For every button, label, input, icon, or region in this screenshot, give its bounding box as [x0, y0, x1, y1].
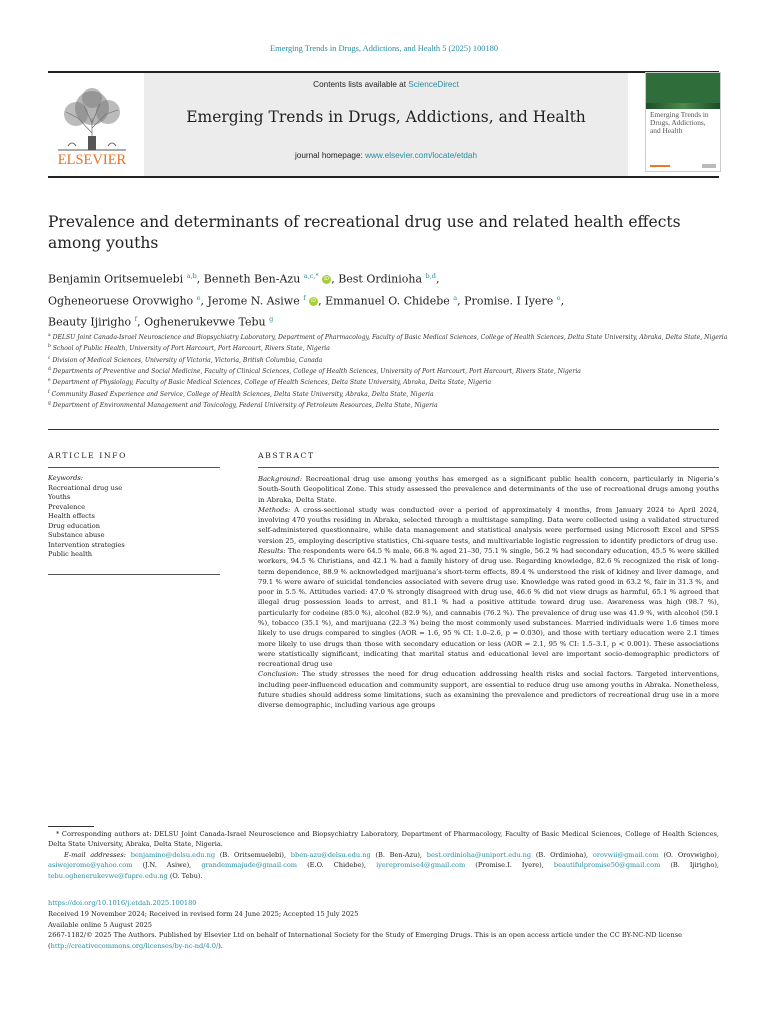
article-info-bottom-rule	[48, 574, 220, 575]
email-link[interactable]: beautifulpromise50@gmail.com	[553, 861, 661, 870]
abstract-section	[258, 474, 719, 505]
abstract-section-text: A cross-sectional study was conducted over a period of approximately 4 months, from January 2024 to April 2024, involving 470 youths residing in Abraka, selected through a multistage sampling. Data were collected using a validated structured self-administered questionnaire, while data management and statistical analysis were performed using Microsoft Excel and SPSS version 25, employing descriptive statistics, Chi-square tests, and multivariable logistic regression to identify predictors of drug use.	[258, 505, 719, 545]
affiliation-item	[48, 388, 728, 399]
article-info-rule	[48, 467, 220, 468]
license-link[interactable]: http://creativecommons.org/licenses/by-nc-nd/4.0/	[50, 942, 219, 951]
cover-title: Emerging Trends in Drugs, Addictions, and Health	[650, 110, 709, 136]
homepage-label: journal homepage:	[294, 151, 363, 160]
sciencedirect-link[interactable]: ScienceDirect	[408, 80, 459, 89]
email-owner: (B. Oritsemuelebi),	[215, 850, 291, 859]
affiliation-text: Division of Medical Sciences, University of Victoria, Victoria, British Columbia, Canada	[52, 356, 323, 364]
email-owner: (J.N. Asiwe),	[132, 861, 202, 870]
affiliation-item	[48, 354, 728, 365]
abstract-section-text: The respondents were 64.5 % male, 66.8 % aged 21–30, 75.1 % single, 56.2 % had secondary education, 45.5 % were skilled workers, 94.5 % Christians, and 42.1 % had a family history of drug use. Regarding knowledge, 82.6 % recognized the risk of long-term dependence, 88.9 % acknowledged marijuana’s short-term effects, 89.4 % understood the risk of kidney and liver damage, and 79.1 % were aware of suicidal tendencies associated with severe drug use. Knowledge was rated good in 63.2 %, fair in 31.3 %, and poor in 5.5 %. Attitudes varied: 47.0 % strongly disagreed with drug use, 46.6 % did not view drugs as harmful, 65.1 % agreed that illegal drug possession leads to arrest, and 81.1 % had a positive attitude toward drug use. Awareness was high (98.7 %), particularly for codeine (85.0 %), alcohol (82.9 %), and cannabis (76.2 %). The prevalence of drug use was 41.9 %, with alcohol (59.1 %), tobacco (35.1 %), and marijuana (22.3 %) being the most commonly used substances. Married individuals were 1.6 times more likely to use drugs compared to singles (AOR = 1.6, 95 % CI: 1.0–2.6, p = 0.030), and those with tertiary education were 2.1 times more likely to use drugs than those with secondary education or less (AOR = 2.1, 95 % CI: 1.5–3.1, p < 0.001). These associations were statistically significant, indicating that marital status and educational level are important socio-demographic predictors of recreational drug use	[258, 546, 719, 669]
abstract-section-label: Methods:	[258, 505, 291, 514]
keyword-item: Recreational drug use	[48, 483, 123, 492]
abstract-body	[258, 474, 719, 710]
author-separator: ,	[435, 272, 440, 286]
author-affiliation-marker[interactable]: e	[196, 293, 201, 302]
abstract-section	[258, 505, 719, 546]
email-addresses	[48, 850, 719, 881]
author-separator: ,	[331, 272, 339, 286]
author-affiliation-marker[interactable]: a	[453, 293, 458, 302]
cover-image-strip	[646, 103, 720, 109]
author-separator: ,	[196, 272, 204, 286]
running-header: Emerging Trends in Drugs, Addictions, and Health 5 (2025) 100180	[269, 44, 499, 53]
keyword-item: Health effects	[48, 512, 95, 520]
publisher-name: ELSEVIER	[57, 152, 127, 168]
author-affiliation-marker[interactable]: f	[303, 293, 306, 302]
orcid-icon[interactable]: iD	[309, 297, 318, 306]
author-affiliation-marker[interactable]: a,b	[186, 272, 197, 280]
author-separator: ,	[318, 294, 326, 308]
author-name[interactable]: Oghenerukevwe Tebu	[144, 315, 266, 329]
email-owner: (O. Orovwigho),	[658, 850, 719, 859]
affiliation-text: DELSU Joint Canada-Israel Neuroscience and Biopsychiatry Laboratory, Department of Pharmacology, Faculty of Basic Medical Sciences, College of Health Sciences, Delta State University, Abraka, Delta State, Nigeria	[52, 334, 728, 342]
abstract-heading: ABSTRACT	[258, 451, 315, 460]
available-online: Available online 5 August 2025	[48, 920, 152, 929]
author-name[interactable]: Promise. I Iyere	[464, 294, 554, 308]
contents-prefix: Contents lists available at	[313, 80, 407, 89]
license-statement	[48, 930, 719, 952]
email-owner: (O. Tebu).	[167, 871, 203, 880]
affiliation-list	[48, 331, 728, 410]
journal-title: Emerging Trends in Drugs, Addictions, and Health	[186, 108, 586, 126]
author-affiliation-marker[interactable]: g	[269, 315, 274, 324]
header-bottom-rule	[48, 176, 719, 178]
affiliation-item	[48, 331, 728, 342]
email-link[interactable]: asiwejerome@yahoo.com	[48, 861, 133, 870]
affiliation-text: Department of Environmental Management and Toxicology, Federal University of Petroleum Resources, Delta State, Nigeria	[52, 402, 438, 409]
affiliation-text: Community Based Experience and Service, College of Health Sciences, Delta State University, Abraka, Delta State, Nigeria	[51, 390, 434, 398]
author-affiliation-marker[interactable]: e	[556, 293, 561, 302]
cover-band	[646, 73, 720, 103]
author-name[interactable]: Benjamin Oritsemuelebi	[48, 272, 184, 286]
keyword-item: Drug education	[48, 521, 100, 530]
journal-cover	[645, 72, 721, 172]
email-link[interactable]: orovwii@gmail.com	[592, 850, 659, 859]
author-separator: ,	[200, 294, 208, 308]
homepage-link[interactable]: www.elsevier.com/locate/etdah	[365, 151, 478, 160]
publication-info	[48, 898, 719, 952]
email-link[interactable]: bben-azu@delsu.edu.ng	[290, 850, 371, 859]
license-text: 2667-1182/© 2025 The Authors. Published by Elsevier Ltd on behalf of International Society for the Study of Emerging Drugs. This is an open access article under the CC BY-NC-ND license (	[48, 931, 682, 951]
email-link[interactable]: tebu.oghenerukevwe@fupre.edu.ng	[48, 871, 168, 880]
keyword-item: Prevalence	[48, 502, 85, 511]
doi-link[interactable]: https://doi.org/10.1016/j.etdah.2025.100180	[48, 899, 197, 907]
affiliation-item	[48, 376, 728, 387]
email-owner: (Promise.I. Iyere),	[465, 861, 554, 870]
keywords-block	[48, 474, 220, 560]
cover-publisher-mark	[702, 164, 716, 168]
article-info-heading: ARTICLE INFO	[48, 451, 128, 460]
abstract-rule	[258, 467, 719, 468]
author-name[interactable]: Emmanuel O. Chidebe	[325, 294, 450, 308]
keywords-list	[48, 484, 220, 560]
affiliation-marker: g	[48, 400, 51, 406]
journal-homepage	[144, 151, 628, 160]
keyword-item: Public health	[48, 550, 92, 558]
footnote-rule	[48, 826, 94, 827]
affiliation-marker: a	[48, 333, 51, 338]
affiliation-marker: f	[48, 389, 50, 395]
email-label: E-mail addresses:	[64, 850, 126, 859]
footnotes	[48, 829, 719, 881]
affiliation-marker: d	[48, 366, 51, 372]
author-separator: ,	[137, 315, 145, 329]
abstract-section-label: Conclusion:	[258, 670, 299, 679]
author-list	[48, 267, 728, 332]
email-link[interactable]: benjamino@delsu.edu.ng	[130, 850, 216, 859]
abstract-section-label: Results:	[258, 546, 286, 555]
affiliation-marker: c	[48, 355, 51, 361]
email-owner: (E.O. Chidebe),	[297, 861, 377, 870]
elsevier-logo	[48, 78, 136, 168]
email-link[interactable]: best.ordinioha@uniport.edu.ng	[426, 850, 532, 859]
section-divider	[48, 429, 719, 430]
author-name[interactable]: Best Ordinioha	[338, 272, 423, 286]
contents-line	[144, 80, 628, 89]
author-affiliation-marker[interactable]: f	[134, 315, 138, 324]
email-link[interactable]: iyerepromise4@gmail.com	[376, 861, 466, 870]
license-end: ).	[218, 942, 223, 951]
affiliation-text: School of Public Health, University of Port Harcourt, Port Harcourt, Rivers State, Nigeria	[52, 345, 330, 353]
affiliation-marker: e	[48, 378, 51, 384]
corresponding-author-note: * Corresponding authors at: DELSU Joint Canada-Israel Neuroscience and Biopsychiatry Laboratory, Department of Pharmacology, Faculty of Basic Medical Sciences, College of Health Sciences, Delta State University, Abraka, Delta State, Nigeria.	[48, 830, 719, 849]
author-affiliation-marker[interactable]: b,d	[425, 272, 436, 280]
keyword-item: Intervention strategies	[48, 540, 125, 549]
author-name[interactable]: Jerome N. Asiwe	[207, 294, 300, 308]
email-owner: (B. Ben-Azu),	[370, 850, 427, 859]
abstract-section-text: The study stresses the need for drug education addressing health risks and social factors. Targeted interventions, including peer-influenced education and community support, are essential to reduce drug use among youths in Abraka. Nonetheless, future studies should address some limitations, such as examining the prevalence and predictors of recreational drug use in a more diverse demographic, including various age groups	[258, 670, 719, 710]
abstract-section-text: Recreational drug use among youths has emerged as a significant public health concern, particularly in Nigeria’s South-South Geopolitical Zone. This study assessed the prevalence and determinants of the use of recreational drugs among youths in Abraka, Delta State.	[258, 475, 719, 504]
affiliation-item	[48, 365, 728, 376]
email-owner: (B. Ordinioha),	[531, 850, 593, 859]
affiliation-item	[48, 342, 728, 353]
cover-accent	[650, 165, 670, 167]
author-affiliation-marker[interactable]: a,c,*	[303, 272, 319, 280]
abstract-section	[258, 669, 719, 710]
author-name[interactable]: Ogheneoruese Orovwigho	[48, 294, 194, 308]
article-title: Prevalence and determinants of recreational drug use and related health effects among youths	[48, 213, 681, 252]
email-link[interactable]: grandemmajude@gmail.com	[201, 861, 298, 870]
received-dates: Received 19 November 2024; Received in revised form 24 June 2025; Accepted 15 July 2025	[48, 909, 359, 918]
affiliation-marker: b	[48, 344, 51, 350]
abstract-section-label: Background:	[258, 475, 303, 483]
keyword-item: Youths	[48, 493, 71, 501]
keywords-label: Keywords:	[48, 474, 83, 482]
orcid-icon[interactable]: iD	[322, 275, 331, 284]
affiliation-text: Department of Physiology, Faculty of Basic Medical Sciences, College of Health Sciences, Delta State University, Abraka, Delta State, Nigeria	[52, 379, 492, 387]
affiliation-text: Departments of Preventive and Social Medicine, Faculty of Clinical Sciences, College of Health Sciences, University of Port Harcourt, Port Harcourt, Rivers State, Nigeria	[52, 368, 581, 376]
affiliation-item	[48, 399, 728, 410]
author-separator: ,	[560, 294, 565, 308]
author-name[interactable]: Benneth Ben-Azu	[203, 272, 301, 286]
keyword-item: Substance abuse	[48, 531, 105, 539]
author-separator: ,	[457, 294, 465, 308]
abstract-section	[258, 546, 719, 669]
email-owner: (B. Ijirigho),	[660, 861, 720, 870]
author-name[interactable]: Beauty Ijirigho	[48, 315, 132, 329]
